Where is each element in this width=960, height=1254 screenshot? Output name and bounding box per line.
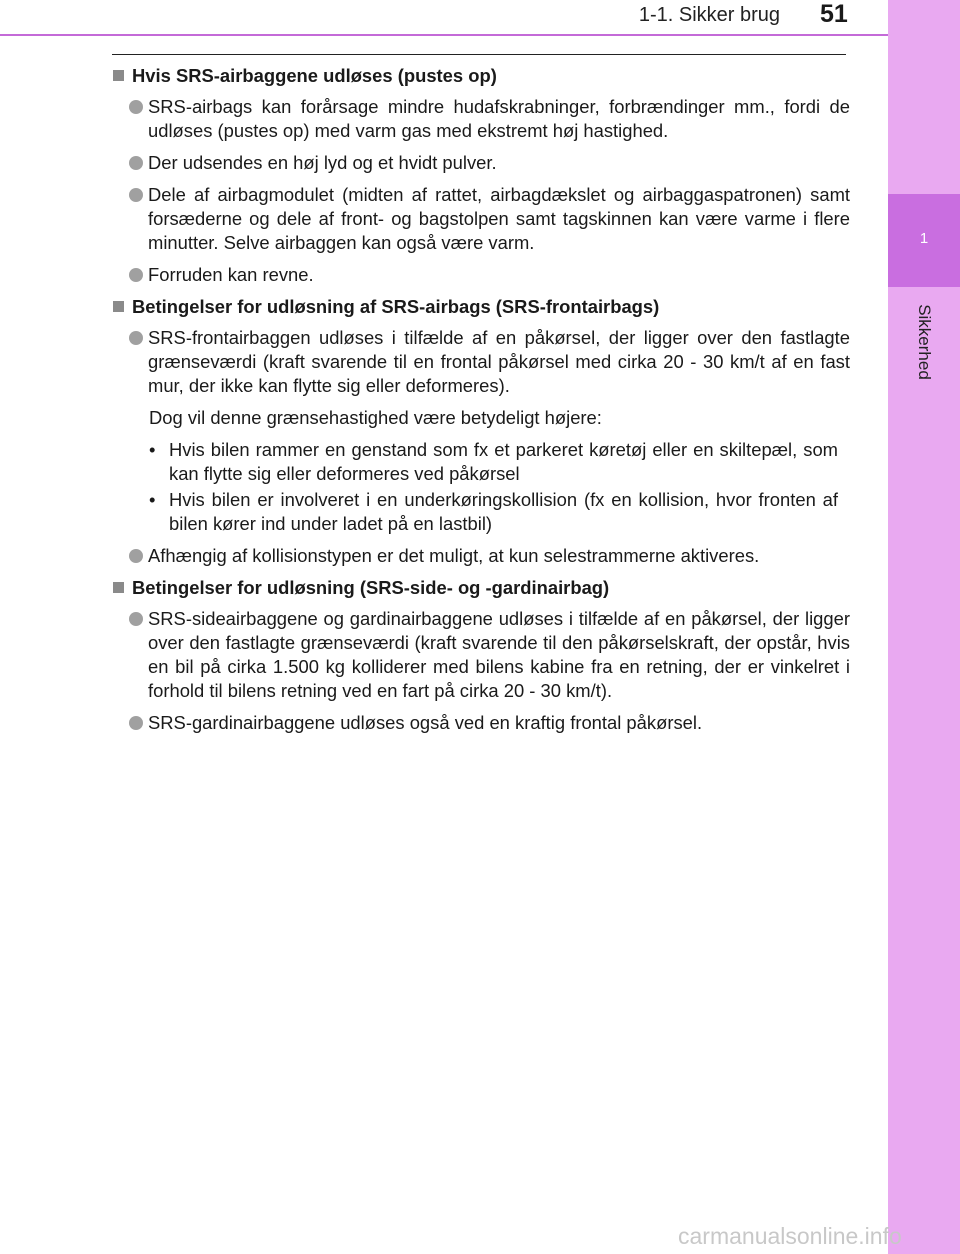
circle-bullet-icon [129,716,143,730]
list-item: Afhængig af kollisionstypen er det muligt, at kun selestrammerne aktiveres. [129,544,850,568]
list-item: Forruden kan revne. [129,263,850,287]
bullet-dot-icon: • [149,439,156,460]
circle-bullet-icon [129,331,143,345]
list-item: SRS-gardinairbaggene udløses også ved en kraftig frontal påkørsel. [129,711,850,735]
watermark: carmanualsonline.info [678,1223,902,1249]
note-text: Dog vil denne grænsehastighed være betydeligt højere: [149,407,602,428]
list-item: SRS-airbags kan forårsage mindre hudafskrabninger, forbrændinger mm., fordi de udløses (pustes op) med varm gas med ekstremt høj hastighed. [129,95,850,143]
circle-bullet-icon [129,188,143,202]
section-heading: Betingelser for udløsning (SRS-side- og -gardinairbag) [112,576,850,600]
header-rule [0,34,888,36]
chapter-number: 1 [919,230,929,247]
square-bullet-icon [113,301,124,312]
square-bullet-icon [113,582,124,593]
circle-bullet-icon [129,100,143,114]
list-item: Dele af airbagmodulet (midten af rattet, airbagdækslet og airbaggaspatronen) samt forsæderne og dele af front- og bagstolpen samt tagskinnen kan være varme i flere minutter. Selve airbaggen kan også være varm. [129,183,850,255]
page-number: 51 [820,0,848,28]
section-heading: Hvis SRS-airbaggene udløses (pustes op) [112,64,850,88]
circle-bullet-icon [129,156,143,170]
header-section-title: 1-1. Sikker brug [638,4,780,26]
chapter-label: Sikkerhed [915,304,934,380]
list-item: SRS-frontairbaggen udløses i tilfælde af en påkørsel, der ligger over den fastlagte grænseværdi (kraft svarende til en frontal påkørsel med cirka 20 - 30 km/t af en fast mur, der ikke kan flytte sig eller deformeres). [129,326,850,398]
content-divider [112,54,846,55]
sub-list-item: • Hvis bilen er involveret i en underkøringskollision (fx en kollision, hvor fronten af bilen kører ind under ladet på en lastbil) [149,489,838,534]
chapter-sidebar [888,0,960,1254]
list-item: Der udsendes en høj lyd og et hvidt pulver. [129,151,850,175]
circle-bullet-icon [129,268,143,282]
bullet-dot-icon: • [149,489,156,510]
circle-bullet-icon [129,549,143,563]
list-item: SRS-sideairbaggene og gardinairbaggene udløses i tilfælde af en påkørsel, der ligger over den fastlagte grænseværdi (kraft svarende til den påkørselskraft, der opstår, hvis en bil på cirka 1.500 kg kolliderer med bilens kabine fra en retning, der er vinkelret i forhold til bilens retning ved en fart på cirka 20 - 30 km/t). [129,607,850,703]
sub-list-item: • Hvis bilen rammer en genstand som fx et parkeret køretøj eller en skiltepæl, som kan flytte sig eller deformeres ved påkørsel [149,439,838,484]
square-bullet-icon [113,70,124,81]
section-heading: Betingelser for udløsning af SRS-airbags (SRS-frontairbags) [112,295,850,319]
page-content [112,64,850,743]
circle-bullet-icon [129,612,143,626]
